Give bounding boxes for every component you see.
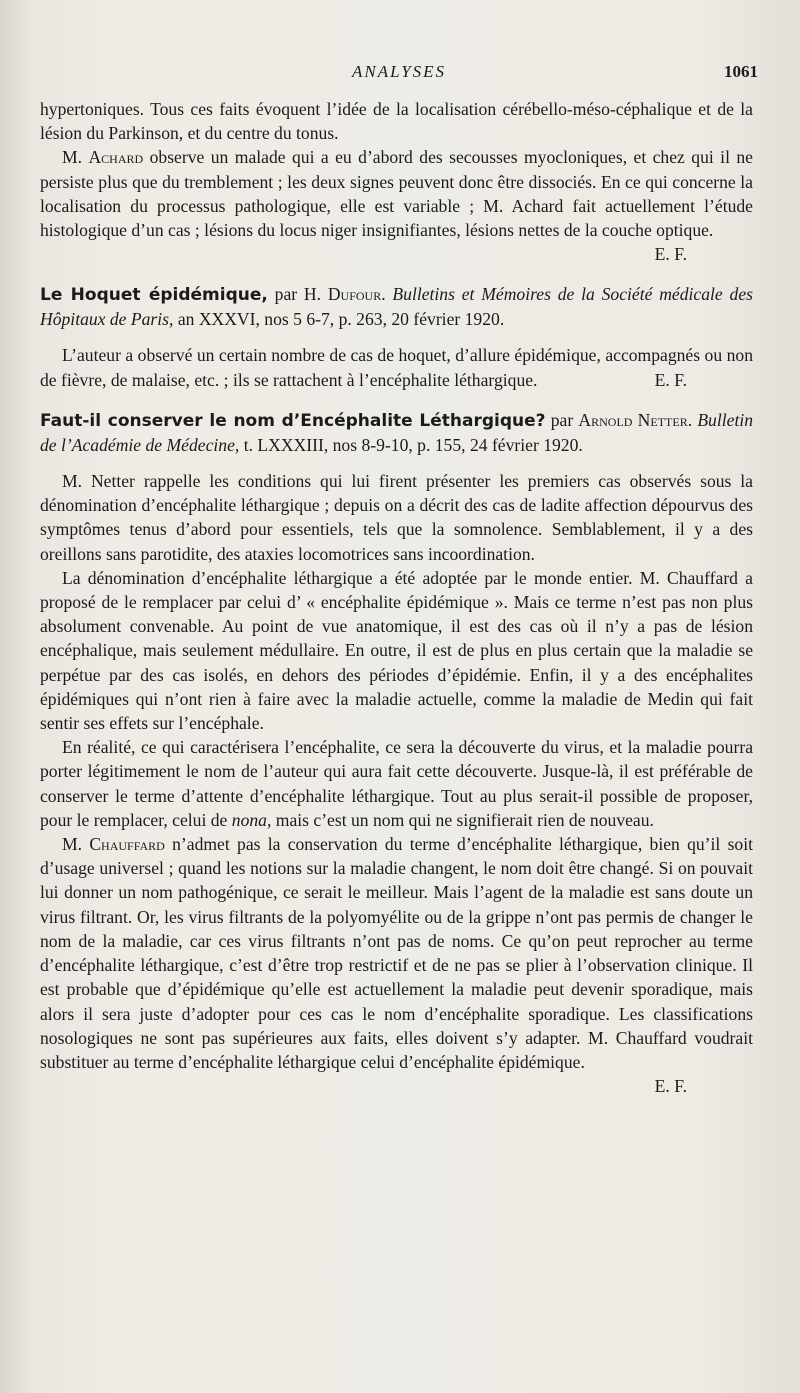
running-header — [40, 62, 758, 88]
intro-paragraph-2 — [40, 145, 753, 242]
article-2-title: Faut-il conserver le nom d’Encéphalite Léthargique? — [40, 411, 546, 432]
page-number: 1061 — [724, 62, 758, 81]
article-1-author: Dufour. — [327, 284, 386, 305]
intro-paragraph-1: hypertoniques. Tous ces faits évoquent l’idée de la localisation cérébello-méso-céphalique et de la lésion du Parkinson, et du centre du tonus. — [40, 99, 753, 144]
intro-text: observe un malade qui a eu d’abord des secousses myocloniques, et chez qui il ne persiste plus que du tremblement ; les deux signes peuvent donc être dissociés. En ce qui concerne la localisation du processus pathologique, elle est variable ; M. Achard fait actuellement l’étude histologique d’un cas ; lésions du locus niger insignifiantes, lésions nettes de la couche optique. — [40, 147, 753, 241]
article-2-reference: t. LXXXIII, nos 8-9-10, p. 155, 24 février 1920. — [243, 435, 583, 456]
article-1-paragraph-1: L’auteur a observé un certain nombre de cas de hoquet, d’allure épidémique, accompagnés ou non de fièvre, de malaise, etc. ; ils se rattachent à l’encéphalite léthargique. — [40, 345, 753, 390]
article-1-signature: E. F. — [654, 369, 687, 390]
intro-m: M. — [62, 147, 83, 168]
page-body — [40, 97, 753, 1098]
article-2-paragraph-4 — [40, 832, 753, 1074]
article-2-p4-text: n’admet pas la conservation du terme d’encéphalite léthargique, bien qu’il soit d’usage universel ; quand les notions sur la maladie changent, le nom doit être changé. Si on pouvait lui donner un nom pathogénique, ce serait le meilleur. Mais l’agent de la maladie est sans doute un virus filtrant. Or, les virus filtrants de la polyomyélite ou de la grippe n’ont pas permis de changer le nom de la maladie, car ces virus filtrants n’ont pas de noms. Ce qu’on peut reprocher au terme d’encéphalite léthargique, c’est d’être trop restrictif et de ne pas se plier à l’observation clinique. Il est probable que d’épidémique qu’elle est actuellement la maladie peut devenir sporadique, mais alors il sera juste d’adopter pour ces cas le nom d’encéphalite sporadique. Les classifications nosologiques ne sont pas supérieures aux faits, elles doivent s’y adapter. M. Chauffard voudrait substituer au terme d’encéphalite léthargique celui d’encéphalite épidémique. — [40, 834, 753, 1072]
article-2-paragraph-3 — [40, 735, 753, 832]
article-2-author: Arnold Netter. — [578, 410, 693, 431]
intro-author: Achard — [88, 147, 144, 168]
article-1-journal: Bulletins et Mémoires de la Société médicale des Hôpitaux de Paris, — [40, 284, 753, 330]
article-2-by: par — [550, 410, 574, 431]
intro-signature: E. F. — [654, 244, 687, 265]
article-2-heading — [40, 408, 753, 457]
article-2-p3-pre: En réalité, ce qui caractérisera l’encéphalite, ce sera la découverte du virus, et la maladie pourra porter légitimement le nom de l’auteur qui aura fait cette découverte. Jusque-là, il est préférable de conserver le terme d’attente d’encéphalite léthargique. Tout au plus serait-il possible de proposer, pour le remplacer, celui de — [40, 737, 753, 830]
article-2-p4-m: M. — [62, 834, 83, 855]
article-2-signature: E. F. — [654, 1076, 687, 1097]
article-2-p3-post: mais c’est un nom qui ne signifierait rien de nouveau. — [275, 809, 654, 830]
article-1-heading — [40, 282, 753, 331]
article-1-by: par H. — [274, 284, 322, 305]
article-2-paragraph-1: M. Netter rappelle les conditions qui lui firent présenter les premiers cas observés sous la dénomination d’encéphalite léthargique ; depuis on a décrit des cas de ladite affection dépourvus des symptômes tenus d’abord pour essentiels, tels que la somnolence. Semblablement, il y a des oreillons sans parotidite, des ataxies locomotrices sans incoordination. — [40, 471, 753, 564]
article-2-paragraph-2: La dénomination d’encéphalite léthargique a été adoptée par le monde entier. M. Chauffard a proposé de le remplacer par celui d’ « encéphalite épidémique ». Mais ce terme n’est pas non plus absolument convenable. Au point de vue anatomique, il est des cas où il n’y a pas de lésion encéphalique, mais seulement médullaire. En outre, il est de plus en plus certain que la maladie se perpétue par des cas isolés, en dehors des périodes d’épidémie. Enfin, il y a des encéphalites épidémiques qui n’ont rien à faire avec la maladie actuelle, comme la maladie de Medin qui fait sentir ses effets sur l’encéphale. — [40, 567, 753, 734]
article-1-reference: an XXXVI, nos 5 6-7, p. 263, 20 février 1920. — [177, 309, 505, 330]
article-2-p4-author: Chauffard — [89, 834, 165, 855]
article-encephalite — [40, 408, 753, 1098]
article-2-journal: Bulletin de l’Académie de Médecine, — [40, 410, 754, 456]
article-2-p3-nona: nona, — [231, 809, 272, 830]
article-hoquet — [40, 282, 753, 392]
running-title: ANALYSES — [351, 62, 447, 81]
article-1-title: Le Hoquet épidémique, — [40, 285, 268, 306]
